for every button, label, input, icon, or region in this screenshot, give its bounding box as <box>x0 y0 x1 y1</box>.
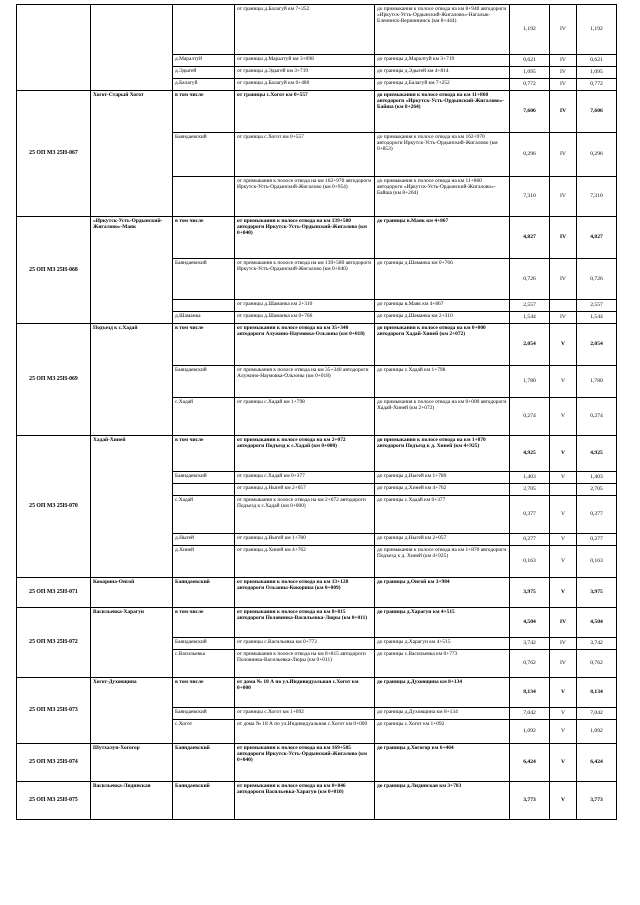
category-cell: V <box>550 324 577 366</box>
to-cell: до примыкания к полосе отвода на км 0+000 автодороги Хадай-Хиней (км 2+072) <box>375 324 510 366</box>
from-cell: от примыкания к полосе отвода на км 2+072 автодороги Подъезд к с.Хадай (км 0+000) <box>235 496 375 534</box>
district-cell <box>173 5 235 55</box>
district-cell <box>173 300 235 312</box>
road-name-cell: Хогот-Старый Хогот <box>91 91 173 217</box>
category-cell: IV <box>550 79 577 91</box>
to-cell: до примыкания к полосе отвода на км 1+870 автодороги Подъезд к д. Хиней (км 4+925) <box>375 436 510 472</box>
to-cell: до границы д.Маралтуй км 3+719 <box>375 55 510 67</box>
total-cell: 0,163 <box>577 546 617 578</box>
total-cell: 2,557 <box>577 300 617 312</box>
road-name-cell: Хогот-Духовщина <box>91 678 173 744</box>
district-cell: в том числе <box>173 436 235 472</box>
from-cell: от границы д.Шаманка км 0+766 <box>235 312 375 324</box>
road-name-cell: Подъезд к с.Хадай <box>91 324 173 436</box>
category-cell: IV <box>550 5 577 55</box>
length-cell: 0,726 <box>510 259 550 300</box>
total-cell: 4,925 <box>577 436 617 472</box>
length-cell: 0,377 <box>510 496 550 534</box>
to-cell: до границы с.Хадай км 1+798 <box>375 366 510 398</box>
total-cell: 6,424 <box>577 744 617 782</box>
total-cell: 0,296 <box>577 133 617 177</box>
category-cell: IV <box>550 55 577 67</box>
district-cell: д.Хиней <box>173 546 235 578</box>
to-cell: до границы с.Васильевка км 0+773 <box>375 650 510 678</box>
category-cell: IV <box>550 312 577 324</box>
from-cell: от границы д.Ныгей км 1+780 <box>235 534 375 546</box>
to-cell: до границы д.Хиней км 4+762 <box>375 484 510 496</box>
from-cell: от границы д.Балагуй км 6+480 <box>235 79 375 91</box>
to-cell: до границы д.Лидинская км 3+783 <box>375 782 510 820</box>
length-cell: 7,310 <box>510 177 550 217</box>
road-id-cell: 25 ОП МЗ 25Н-070 <box>17 436 91 578</box>
total-cell: 3,742 <box>577 638 617 650</box>
district-cell: в том числе <box>173 608 235 638</box>
length-cell: 0,762 <box>510 650 550 678</box>
table-row <box>17 744 617 782</box>
length-cell: 1,095 <box>510 67 550 79</box>
from-cell: от границы с.Хогот км 1+092 <box>235 708 375 720</box>
total-cell: 4,504 <box>577 608 617 638</box>
table-row <box>17 5 617 55</box>
length-cell: 2,557 <box>510 300 550 312</box>
category-cell: IV <box>550 91 577 133</box>
to-cell: до примыкания к полосе отвода на км 162+970 автодороги Иркутск-Усть-Ордынский-Жигалово (км 0+853) <box>375 133 510 177</box>
to-cell: до границы д.Эдыгей км 4+814 <box>375 67 510 79</box>
road-registry-table <box>16 4 617 820</box>
table-row <box>17 324 617 366</box>
length-cell: 4,504 <box>510 608 550 638</box>
district-cell: Баяндаевский <box>173 638 235 650</box>
category-cell: V <box>550 398 577 436</box>
length-cell: 0,296 <box>510 133 550 177</box>
table-body <box>17 5 617 820</box>
category-cell: IV <box>550 217 577 259</box>
total-cell: 0,277 <box>577 534 617 546</box>
length-cell: 0,277 <box>510 534 550 546</box>
to-cell: до границы д.Духовщина км 8+134 <box>375 678 510 708</box>
road-name-cell: Хадай-Хиней <box>91 436 173 578</box>
category-cell: IV <box>550 259 577 300</box>
total-cell: 7,310 <box>577 177 617 217</box>
category-cell: V <box>550 436 577 472</box>
table-row <box>17 782 617 820</box>
district-cell: с.Хогот <box>173 720 235 744</box>
district-cell: д.Маралтуй <box>173 55 235 67</box>
category-cell <box>550 484 577 496</box>
road-id-cell: 25 ОП МЗ 25Н-075 <box>17 782 91 820</box>
district-cell: Баяндаевский <box>173 578 235 608</box>
category-cell: V <box>550 578 577 608</box>
from-cell: от примыкания к полосе отвода на км 169+505 автодороги Иркутск-Усть-Ордынский-Жигалово (км 0+040) <box>235 744 375 782</box>
road-name-cell: Васильевка-Лидинская <box>91 782 173 820</box>
total-cell: 0,274 <box>577 398 617 436</box>
district-cell <box>173 177 235 217</box>
length-cell: 0,274 <box>510 398 550 436</box>
length-cell: 6,424 <box>510 744 550 782</box>
table-row <box>17 436 617 472</box>
road-id-cell: 25 ОП МЗ 25Н-069 <box>17 324 91 436</box>
total-cell: 1,780 <box>577 366 617 398</box>
district-cell: Баяндаевский <box>173 259 235 300</box>
from-cell: от границы с.Хогот км 0+557 <box>235 91 375 133</box>
from-cell: от примыкания к полосе отвода на км 35+340 автодороги Алужино-Наумовка-Ользоны (км 0+018) <box>235 366 375 398</box>
district-cell: в том числе <box>173 678 235 708</box>
to-cell: до границы д.Харагун км 4+515 <box>375 638 510 650</box>
district-cell: с.Хадай <box>173 496 235 534</box>
from-cell: от примыкания к полосе отвода на км 35+340 автодороги Алужино-Наумовка-Ользоны (км 0+018) <box>235 324 375 366</box>
to-cell: до примыкания к полосе отвода на км 0+000 автодороги Хадай-Хиней (км 2+072) <box>375 398 510 436</box>
from-cell: от примыкания к полосе отвода на км 2+072 автодороги Подъезд к с.Хадай (км 0+000) <box>235 436 375 472</box>
category-cell: V <box>550 534 577 546</box>
from-cell: от примыкания к полосе отвода на км 8+815 автодороги Половинка-Васильевка-Люры (км 0+011) <box>235 650 375 678</box>
district-cell: Баяндаевский <box>173 708 235 720</box>
from-cell: от примыкания к полосе отвода на км 162+970 автодороги Иркутск-Усть-Ордынский-Жигалово (км 0+954) <box>235 177 375 217</box>
table-row <box>17 578 617 608</box>
category-cell: IV <box>550 608 577 638</box>
length-cell: 4,827 <box>510 217 550 259</box>
to-cell: до границы в.Маяк км 4+867 <box>375 300 510 312</box>
length-cell: 1,192 <box>510 5 550 55</box>
total-cell: 3,773 <box>577 782 617 820</box>
category-cell: V <box>550 708 577 720</box>
district-cell: с.Васильевка <box>173 650 235 678</box>
category-cell: V <box>550 366 577 398</box>
to-cell: до границы с.Хогот км 1+092 <box>375 720 510 744</box>
from-cell: от примыкания к полосе отвода на км 139+580 автодороги Иркутск-Усть-Ордынский-Жигалово (км 0+040) <box>235 259 375 300</box>
from-cell: от дома № 18 А по ул.Индивидуальная с.Хогот км 0+000 <box>235 720 375 744</box>
district-cell: Баяндаевский <box>173 782 235 820</box>
total-cell: 2,054 <box>577 324 617 366</box>
road-name-cell: Васильевка-Харагун <box>91 608 173 678</box>
length-cell: 1,403 <box>510 472 550 484</box>
road-name-cell: Шутхалун-Хогогор <box>91 744 173 782</box>
from-cell: от границы с.Васильевка км 0+773 <box>235 638 375 650</box>
district-cell: с.Хадай <box>173 398 235 436</box>
to-cell: до границы д.Хогогор км 6+464 <box>375 744 510 782</box>
total-cell: 7,042 <box>577 708 617 720</box>
from-cell: от границы д.Маралтуй км 3+098 <box>235 55 375 67</box>
from-cell: от примыкания к полосе отвода на км 0+846 автодороги Васильевка-Харагун (км 0+010) <box>235 782 375 820</box>
district-cell: Баяндаевский <box>173 472 235 484</box>
length-cell: 0,621 <box>510 55 550 67</box>
district-cell: в том числе <box>173 324 235 366</box>
category-cell: IV <box>550 133 577 177</box>
from-cell: от границы д.Хиней км 4+762 <box>235 546 375 578</box>
total-cell: 8,134 <box>577 678 617 708</box>
length-cell: 0,772 <box>510 79 550 91</box>
to-cell: до примыкания к полосе отвода на км 1+870 автодороги Подъезд к д. Хиней (км 4+925) <box>375 546 510 578</box>
length-cell: 7,042 <box>510 708 550 720</box>
to-cell: до примыкания к полосе отвода на км 8+940 автодороги «Иркутск-Усть-Ордынский-Жигалово»-Нагалык-Еленинск-Вершининск (км 8+444) <box>375 5 510 55</box>
from-cell: от границы с.Хадай км 1+798 <box>235 398 375 436</box>
total-cell: 4,827 <box>577 217 617 259</box>
table-row <box>17 678 617 708</box>
from-cell: от границы с.Хадай км 0+377 <box>235 472 375 484</box>
to-cell: до границы д.Балагуй км 7+252 <box>375 79 510 91</box>
category-cell: V <box>550 744 577 782</box>
to-cell: до границы д.Шаманка км 0+766 <box>375 259 510 300</box>
road-name-cell: Кокорина-Онгой <box>91 578 173 608</box>
length-cell: 8,134 <box>510 678 550 708</box>
to-cell: до границы д.Онгой км 3+984 <box>375 578 510 608</box>
category-cell: V <box>550 782 577 820</box>
total-cell: 0,762 <box>577 650 617 678</box>
road-name-cell <box>91 5 173 91</box>
length-cell: 3,975 <box>510 578 550 608</box>
total-cell: 3,975 <box>577 578 617 608</box>
to-cell: до границы д.Шаманка км 2+310 <box>375 312 510 324</box>
to-cell: до границы д.Ныгей км 2+057 <box>375 534 510 546</box>
total-cell: 0,377 <box>577 496 617 534</box>
total-cell: 0,772 <box>577 79 617 91</box>
length-cell: 2,054 <box>510 324 550 366</box>
district-cell: д.Балагуй <box>173 79 235 91</box>
category-cell: V <box>550 472 577 484</box>
from-cell: от дома № 18 А по ул.Индивидуальная с.Хогот км 0+000 <box>235 678 375 708</box>
total-cell: 2,705 <box>577 484 617 496</box>
district-cell: в том числе <box>173 91 235 133</box>
to-cell: до примыкания к полосе отвода на км 11+860 автодороги «Иркутск-Усть-Ордынский-Жигалово»-Байша (км 8+264) <box>375 177 510 217</box>
total-cell: 0,726 <box>577 259 617 300</box>
district-cell: д.Эдыгей <box>173 67 235 79</box>
total-cell: 1,095 <box>577 67 617 79</box>
category-cell: IV <box>550 67 577 79</box>
district-cell: Баяндаевский <box>173 133 235 177</box>
from-cell: от примыкания к полосе отвода на км 8+815 автодороги Половинка-Васильевка-Люры (км 0+011) <box>235 608 375 638</box>
total-cell: 7,606 <box>577 91 617 133</box>
district-cell: Баяндаевский <box>173 744 235 782</box>
length-cell: 1,092 <box>510 720 550 744</box>
length-cell: 1,780 <box>510 366 550 398</box>
category-cell: IV <box>550 638 577 650</box>
from-cell: от границы с.Хогот км 0+557 <box>235 133 375 177</box>
category-cell: V <box>550 678 577 708</box>
to-cell: до границы д.Харагун км 4+515 <box>375 608 510 638</box>
to-cell: до границы с.Хадай км 0+377 <box>375 496 510 534</box>
road-registry-document <box>16 4 616 820</box>
category-cell: V <box>550 720 577 744</box>
total-cell: 1,544 <box>577 312 617 324</box>
length-cell: 7,606 <box>510 91 550 133</box>
total-cell: 0,621 <box>577 55 617 67</box>
category-cell: IV <box>550 650 577 678</box>
length-cell: 1,544 <box>510 312 550 324</box>
category-cell <box>550 300 577 312</box>
from-cell: от границы д.Ныгей км 2+057 <box>235 484 375 496</box>
total-cell: 1,403 <box>577 472 617 484</box>
district-cell: д.Шаманка <box>173 312 235 324</box>
length-cell: 0,163 <box>510 546 550 578</box>
length-cell: 3,773 <box>510 782 550 820</box>
total-cell: 1,192 <box>577 5 617 55</box>
table-row <box>17 608 617 638</box>
road-id-cell: 25 ОП МЗ 25Н-068 <box>17 217 91 324</box>
from-cell: от примыкания к полосе отвода на км 139+580 автодороги Иркутск-Усть-Ордынский-Жигалово (км 0+040) <box>235 217 375 259</box>
road-id-cell: 25 ОП МЗ 25Н-073 <box>17 678 91 744</box>
table-row <box>17 217 617 259</box>
total-cell: 1,092 <box>577 720 617 744</box>
to-cell: до примыкания к полосе отвода на км 11+860 автодороги «Иркутск-Усть-Ордынский-Жигалово»-Байша (км 8+264) <box>375 91 510 133</box>
district-cell: в том числе <box>173 217 235 259</box>
category-cell: IV <box>550 177 577 217</box>
length-cell: 3,742 <box>510 638 550 650</box>
table-row <box>17 91 617 133</box>
district-cell <box>173 484 235 496</box>
road-id-cell: 25 ОП МЗ 25Н-071 <box>17 578 91 608</box>
category-cell: V <box>550 496 577 534</box>
to-cell: до границы д.Ныгей км 1+780 <box>375 472 510 484</box>
category-cell: V <box>550 546 577 578</box>
road-id-cell: 25 ОП МЗ 25Н-072 <box>17 608 91 678</box>
district-cell: д.Ныгей <box>173 534 235 546</box>
district-cell: Баяндаевский <box>173 366 235 398</box>
to-cell: до границы д.Духовщина км 8+134 <box>375 708 510 720</box>
length-cell: 2,705 <box>510 484 550 496</box>
road-id-cell: 25 ОП МЗ 25Н-074 <box>17 744 91 782</box>
length-cell: 4,925 <box>510 436 550 472</box>
road-id-cell: 25 ОП МЗ 25Н-067 <box>17 91 91 217</box>
from-cell: от границы д.Балагуй км 7+252 <box>235 5 375 55</box>
road-id-cell <box>17 5 91 91</box>
from-cell: от границы д.Эдыгей км 3+719 <box>235 67 375 79</box>
from-cell: от примыкания к полосе отвода на км 13+128 автодороги Ользоны-Кокорина (км 0+009) <box>235 578 375 608</box>
road-name-cell: «Иркутск-Усть-Ордынский-Жигалово»-Маяк <box>91 217 173 324</box>
from-cell: от границы д.Шаманка км 2+310 <box>235 300 375 312</box>
to-cell: до границы в.Маяк км 4+867 <box>375 217 510 259</box>
